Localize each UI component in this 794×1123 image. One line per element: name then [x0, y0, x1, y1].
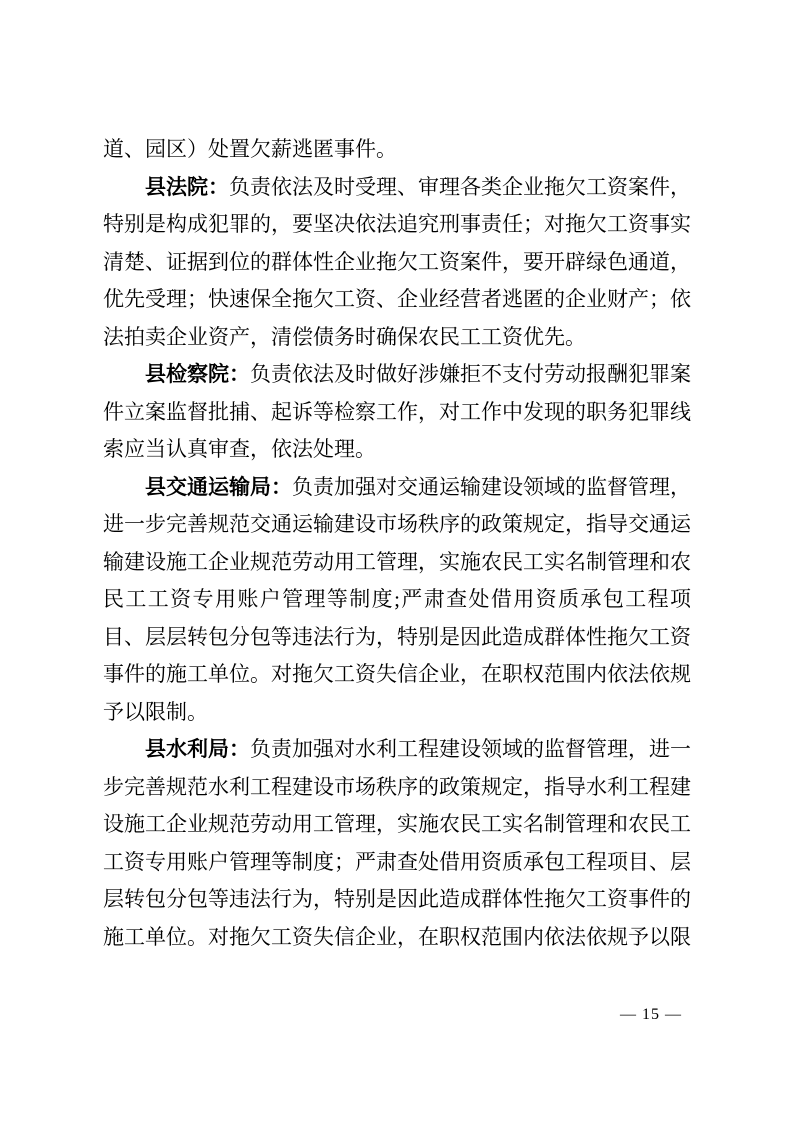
paragraph-text: 道、园区）处置欠薪逃匿事件。 — [103, 137, 397, 161]
paragraph-label: 县检察院： — [145, 363, 250, 386]
paragraph — [103, 131, 691, 169]
paragraph-text: 负责依法及时做好涉嫌拒不支付劳动报酬犯罪案件立案监督批捕、起诉等检察工作，对工作中发现的职务犯罪线索应当认真审查，依法处理。 — [103, 362, 691, 461]
paragraph — [103, 469, 691, 732]
paragraph-label: 县水利局： — [145, 738, 250, 761]
paragraph-label: 县法院： — [145, 175, 229, 199]
document-body — [103, 131, 691, 956]
page-number: — 15 — — [620, 1006, 682, 1023]
paragraph — [103, 356, 691, 469]
paragraph — [103, 731, 691, 956]
paragraph-text: 负责依法及时受理、审理各类企业拖欠工资案件，特别是构成犯罪的，要坚决依法追究刑事责任；对拖欠工资事实清楚、证据到位的群体性企业拖欠工资案件，要开辟绿色通道，优先受理；快速保全拖欠工资、企业经营者逃匿的企业财产；依法拍卖企业资产，清偿债务时确保农民工工资优先。 — [103, 174, 691, 349]
paragraph-label: 县交通运输局： — [145, 475, 292, 499]
paragraph-text: 负责加强对水利工程建设领域的监督管理，进一步完善规范水利工程建设市场秩序的政策规定，指导水利工程建设施工企业规范劳动用工管理，实施农民工实名制管理和农民工工资专用账户管理等制度；严肃查处借用资质承包工程项目、层层转包分包等违法行为，特别是因此造成群体性拖欠工资事件的施工单位。对拖欠工资失信企业，在职权范围内依法依规予以限 — [103, 737, 691, 949]
paragraph-text: 负责加强对交通运输建设领域的监督管理，进一步完善规范交通运输建设市场秩序的政策规定，指导交通运输建设施工企业规范劳动用工管理，实施农民工实名制管理和农民工工资专用账户管理等制度;严肃查处借用资质承包工程项目、层层转包分包等违法行为，特别是因此造成群体性拖欠工资事件的施工单位。对拖欠工资失信企业，在职权范围内依法依规予以限制。 — [103, 474, 691, 724]
paragraph — [103, 169, 691, 357]
